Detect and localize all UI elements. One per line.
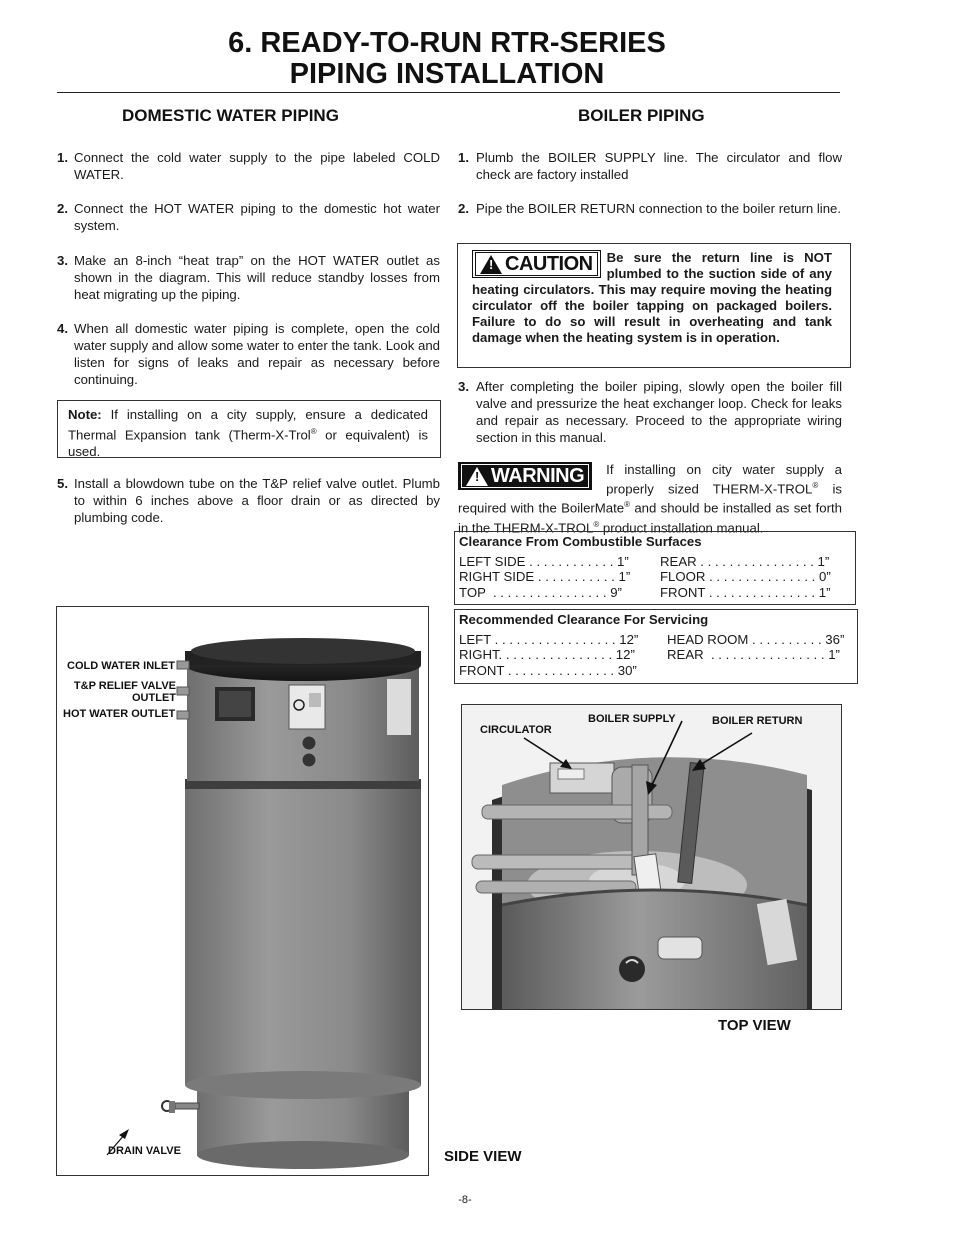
table-row <box>459 663 853 679</box>
clearance-combustible-table <box>454 531 856 605</box>
step-text: After completing the boiler piping, slowly open the boiler fill valve and pressurize the heat exchanger loop. Check for leaks and repair as necessary. Proceed to the appropriate wiring section in this manual. <box>476 379 842 445</box>
step-text: When all domestic water piping is complete, open the cold water supply and allow some water to enter the tank. Look and listen for signs of leaks and repair as necessary before continuing. <box>74 321 440 387</box>
domestic-step-4 <box>57 320 440 388</box>
side-view-caption: SIDE VIEW <box>444 1148 522 1165</box>
domestic-step-1 <box>57 149 440 183</box>
registered-mark: ® <box>812 481 819 490</box>
alert-triangle-icon: ! <box>480 255 502 274</box>
warning-text-a: If installing on city water supply a properly sized THERM-X-TROL <box>606 462 842 497</box>
table-row <box>459 585 851 601</box>
side-view-figure <box>56 606 429 1176</box>
top-view-figure <box>461 704 842 1010</box>
note-text-b: or equivalent) is used. <box>68 427 428 460</box>
page-number: -8- <box>458 1194 472 1206</box>
table-cell: LEFT SIDE . . . . . . . . . . . . 1” <box>459 553 629 569</box>
boiler-step-3 <box>458 378 842 446</box>
label-circulator: CIRCULATOR <box>480 724 552 736</box>
warning-badge-text: WARNING <box>491 465 585 487</box>
table-cell: REAR . . . . . . . . . . . . . . . . 1” <box>660 553 830 569</box>
table-cell: FRONT . . . . . . . . . . . . . . . 30” <box>459 662 637 678</box>
table-cell: RIGHT. . . . . . . . . . . . . . . . 12” <box>459 647 635 662</box>
table-row <box>459 647 853 663</box>
step-number: 5. <box>57 476 68 491</box>
step-number: 1. <box>458 150 469 165</box>
caution-badge-text: CAUTION <box>505 253 593 275</box>
step-number: 4. <box>57 321 68 336</box>
table-cell: LEFT . . . . . . . . . . . . . . . . . 12” <box>459 631 639 647</box>
title-divider <box>57 92 840 93</box>
caution-text: Be sure the return line is NOT plumbed to the suction side of any heating circulators. This may require moving the heating circulator off the boiler tapping on packaged boilers. Failure to do so will result in overheating and tank damage when the heating system is in operation. <box>472 250 832 345</box>
page-title-line-1: 6. READY-TO-RUN RTR-SERIES <box>228 27 666 59</box>
label-boiler-supply: BOILER SUPPLY <box>588 713 676 725</box>
table-cell: FLOOR . . . . . . . . . . . . . . . 0” <box>660 569 831 584</box>
page-title-line-2: PIPING INSTALLATION <box>289 58 605 90</box>
domestic-heading: DOMESTIC WATER PIPING <box>122 106 339 125</box>
domestic-step-5 <box>57 475 440 526</box>
label-cold-water-inlet: COLD WATER INLET <box>67 660 175 672</box>
clearance-servicing-table <box>454 609 858 684</box>
table-cell: RIGHT SIDE . . . . . . . . . . . 1” <box>459 569 631 584</box>
label-tp-relief-line-2: OUTLET <box>132 692 176 704</box>
step-text: Connect the cold water supply to the pipe labeled COLD WATER. <box>74 150 440 182</box>
clearance-servicing-heading: Recommended Clearance For Servicing <box>459 612 709 627</box>
step-number: 2. <box>458 201 469 216</box>
boiler-heading: BOILER PIPING <box>578 106 705 125</box>
registered-mark: ® <box>593 519 600 529</box>
step-text: Pipe the BOILER RETURN connection to the boiler return line. <box>476 201 842 216</box>
table-row <box>459 554 851 570</box>
table-row <box>459 569 851 585</box>
table-cell: FRONT . . . . . . . . . . . . . . . 1” <box>660 584 831 600</box>
water-heater-top-illustration <box>462 705 842 1010</box>
boiler-step-2 <box>458 200 842 217</box>
label-tp-relief-valve <box>57 680 176 704</box>
warning-badge <box>458 462 592 490</box>
label-drain-valve: DRAIN VALVE <box>108 1145 181 1157</box>
table-row <box>459 632 853 648</box>
step-number: 1. <box>57 150 68 165</box>
registered-mark: ® <box>310 427 317 436</box>
page-title <box>0 28 894 90</box>
table-cell: HEAD ROOM . . . . . . . . . . 36” <box>667 631 845 647</box>
domestic-step-2 <box>57 200 440 234</box>
note-box <box>57 400 441 458</box>
note-text-a: If installing on a city supply, ensure a dedicated Thermal Expansion tank (Therm-X-Trol <box>68 407 428 443</box>
step-text: Install a blowdown tube on the T&P relief valve outlet. Plumb to within 6 inches above a floor drain or as directed by plumbing code. <box>74 476 440 525</box>
alert-triangle-icon: ! <box>466 467 488 486</box>
top-view-caption: TOP VIEW <box>718 1017 791 1034</box>
boiler-step-1 <box>458 149 842 183</box>
table-cell: REAR . . . . . . . . . . . . . . . . 1” <box>667 647 840 662</box>
caution-badge <box>472 250 601 278</box>
note-label: Note: <box>68 407 102 422</box>
warning-text-c: and should be installed as set forth in the THERM-X-TROL <box>458 500 842 536</box>
warning-text-b: is required with the BoilerMate <box>458 481 843 516</box>
domestic-step-3 <box>57 252 440 303</box>
step-number: 3. <box>57 253 68 268</box>
label-boiler-return: BOILER RETURN <box>712 715 803 727</box>
warning-block <box>458 462 842 536</box>
step-text: Make an 8-inch “heat trap” on the HOT WATER outlet as shown in the diagram. This will reduce standby losses from heat migrating up the piping. <box>74 253 440 302</box>
label-hot-water-outlet: HOT WATER OUTLET <box>63 708 176 720</box>
table-cell: TOP . . . . . . . . . . . . . . . . 9” <box>459 584 622 600</box>
registered-mark: ® <box>624 500 631 510</box>
step-text: Plumb the BOILER SUPPLY line. The circulator and flow check are factory installed <box>476 150 842 182</box>
clearance-combustible-heading: Clearance From Combustible Surfaces <box>459 534 702 549</box>
label-tp-relief-line-1: T&P RELIEF VALVE <box>73 680 176 692</box>
warning-text-d: product installation manual. <box>599 520 764 536</box>
step-number: 2. <box>57 201 68 216</box>
step-text: Connect the HOT WATER piping to the domestic hot water system. <box>74 201 440 233</box>
step-number: 3. <box>458 379 469 394</box>
caution-box <box>457 243 851 368</box>
